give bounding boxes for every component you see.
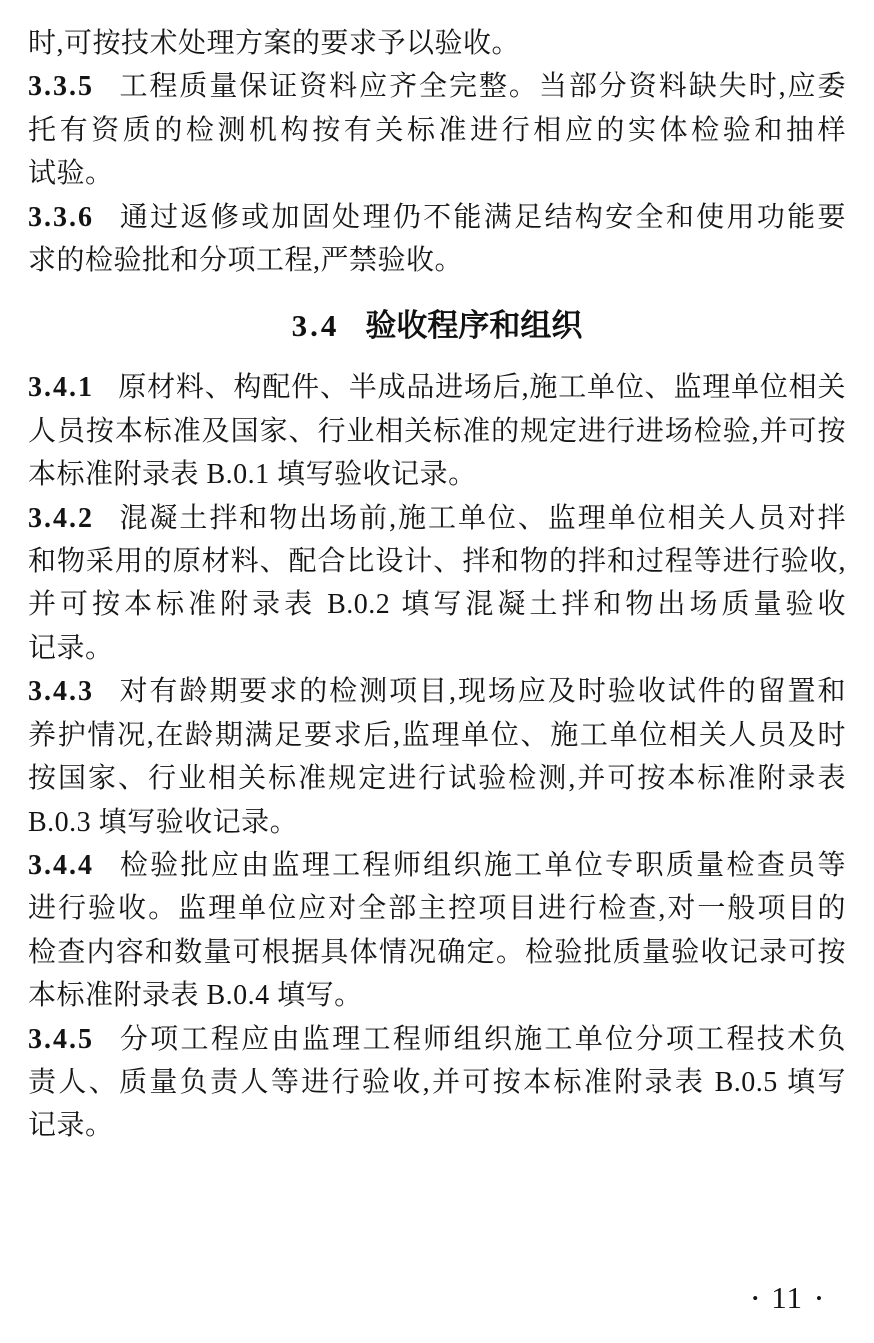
clause-text: 工程质量保证资料应齐全完整。当部分资料缺失时,应委 [118, 71, 846, 103]
text-line: 记录。 [28, 632, 114, 664]
clause-3-4-2 [28, 497, 846, 671]
text-line: 责人、质量负责人等进行验收,并可按本标准附录表 B.0.5 填写 [28, 1066, 846, 1098]
page-number-right-bullet: • [816, 1288, 822, 1308]
clause-3-4-5 [28, 1018, 846, 1148]
text-line: 人员按本标准及国家、行业相关标准的规定进行进场检验,并可按 [28, 415, 846, 447]
clause-number: 3.4.4 [28, 849, 94, 881]
clause-3-4-3 [28, 670, 846, 844]
page-number-left-bullet: • [752, 1288, 759, 1308]
clause-text: 检验批应由监理工程师组织施工单位专职质量检查员等 [118, 849, 846, 881]
clause-number: 3.3.5 [28, 71, 94, 103]
text-line: 求的检验批和分项工程,严禁验收。 [28, 245, 464, 277]
clause-number: 3.3.6 [28, 201, 94, 233]
clause-3-4-4 [28, 844, 846, 1018]
clause-3-3-5 [28, 65, 846, 195]
clause-3-4-1 [28, 366, 846, 496]
section-title: 验收程序和组织 [365, 308, 583, 344]
text-line: 本标准附录表 B.0.4 填写。 [28, 980, 363, 1012]
text-line: 进行验收。监理单位应对全部主控项目进行检查,对一般项目的 [28, 893, 846, 925]
clause-text: 混凝土拌和物出场前,施工单位、监理单位相关人员对拌 [118, 502, 846, 534]
clause-number: 3.4.1 [28, 372, 94, 404]
text-line: 养护情况,在龄期满足要求后,监理单位、施工单位相关人员及时 [28, 719, 846, 751]
clause-3-3-6 [28, 196, 846, 283]
intro-continuation-line: 时,可按技术处理方案的要求予以验收。 [28, 28, 521, 59]
text-line: 和物采用的原材料、配合比设计、拌和物的拌和过程等进行验收, [28, 546, 846, 578]
page-number [752, 1280, 822, 1316]
text-line: 按国家、行业相关标准规定进行试验检测,并可按本标准附录表 [28, 763, 846, 795]
section-heading [28, 302, 846, 350]
text-line: 记录。 [28, 1110, 114, 1142]
page-number-value: 11 [771, 1280, 804, 1315]
text-line [28, 497, 846, 540]
text-line [28, 196, 846, 239]
text-line: 试验。 [28, 158, 114, 190]
text-line [28, 366, 846, 409]
clause-number: 3.4.2 [28, 502, 94, 534]
text-line [28, 65, 846, 108]
text-line: B.0.3 填写验收记录。 [28, 806, 299, 838]
clause-text: 对有龄期要求的检测项目,现场应及时验收试件的留置和 [118, 676, 846, 708]
text-line: 检查内容和数量可根据具体情况确定。检验批质量验收记录可按 [28, 936, 846, 968]
clause-text: 分项工程应由监理工程师组织施工单位分项工程技术负 [118, 1023, 846, 1055]
text-line: 托有资质的检测机构按有关标准进行相应的实体检验和抽样 [28, 114, 846, 146]
clause-text: 原材料、构配件、半成品进场后,施工单位、监理单位相关 [118, 372, 846, 404]
text-line [28, 844, 846, 887]
clause-number: 3.4.5 [28, 1023, 94, 1055]
text-line: 本标准附录表 B.0.1 填写验收记录。 [28, 459, 477, 491]
document-page-content [28, 0, 846, 1148]
text-line [28, 1018, 846, 1061]
section-number: 3.4 [291, 308, 340, 344]
clause-text: 通过返修或加固处理仍不能满足结构安全和使用功能要 [118, 201, 846, 233]
text-line [28, 670, 846, 713]
text-line: 并可按本标准附录表 B.0.2 填写混凝土拌和物出场质量验收 [28, 589, 846, 621]
clause-number: 3.4.3 [28, 676, 94, 708]
